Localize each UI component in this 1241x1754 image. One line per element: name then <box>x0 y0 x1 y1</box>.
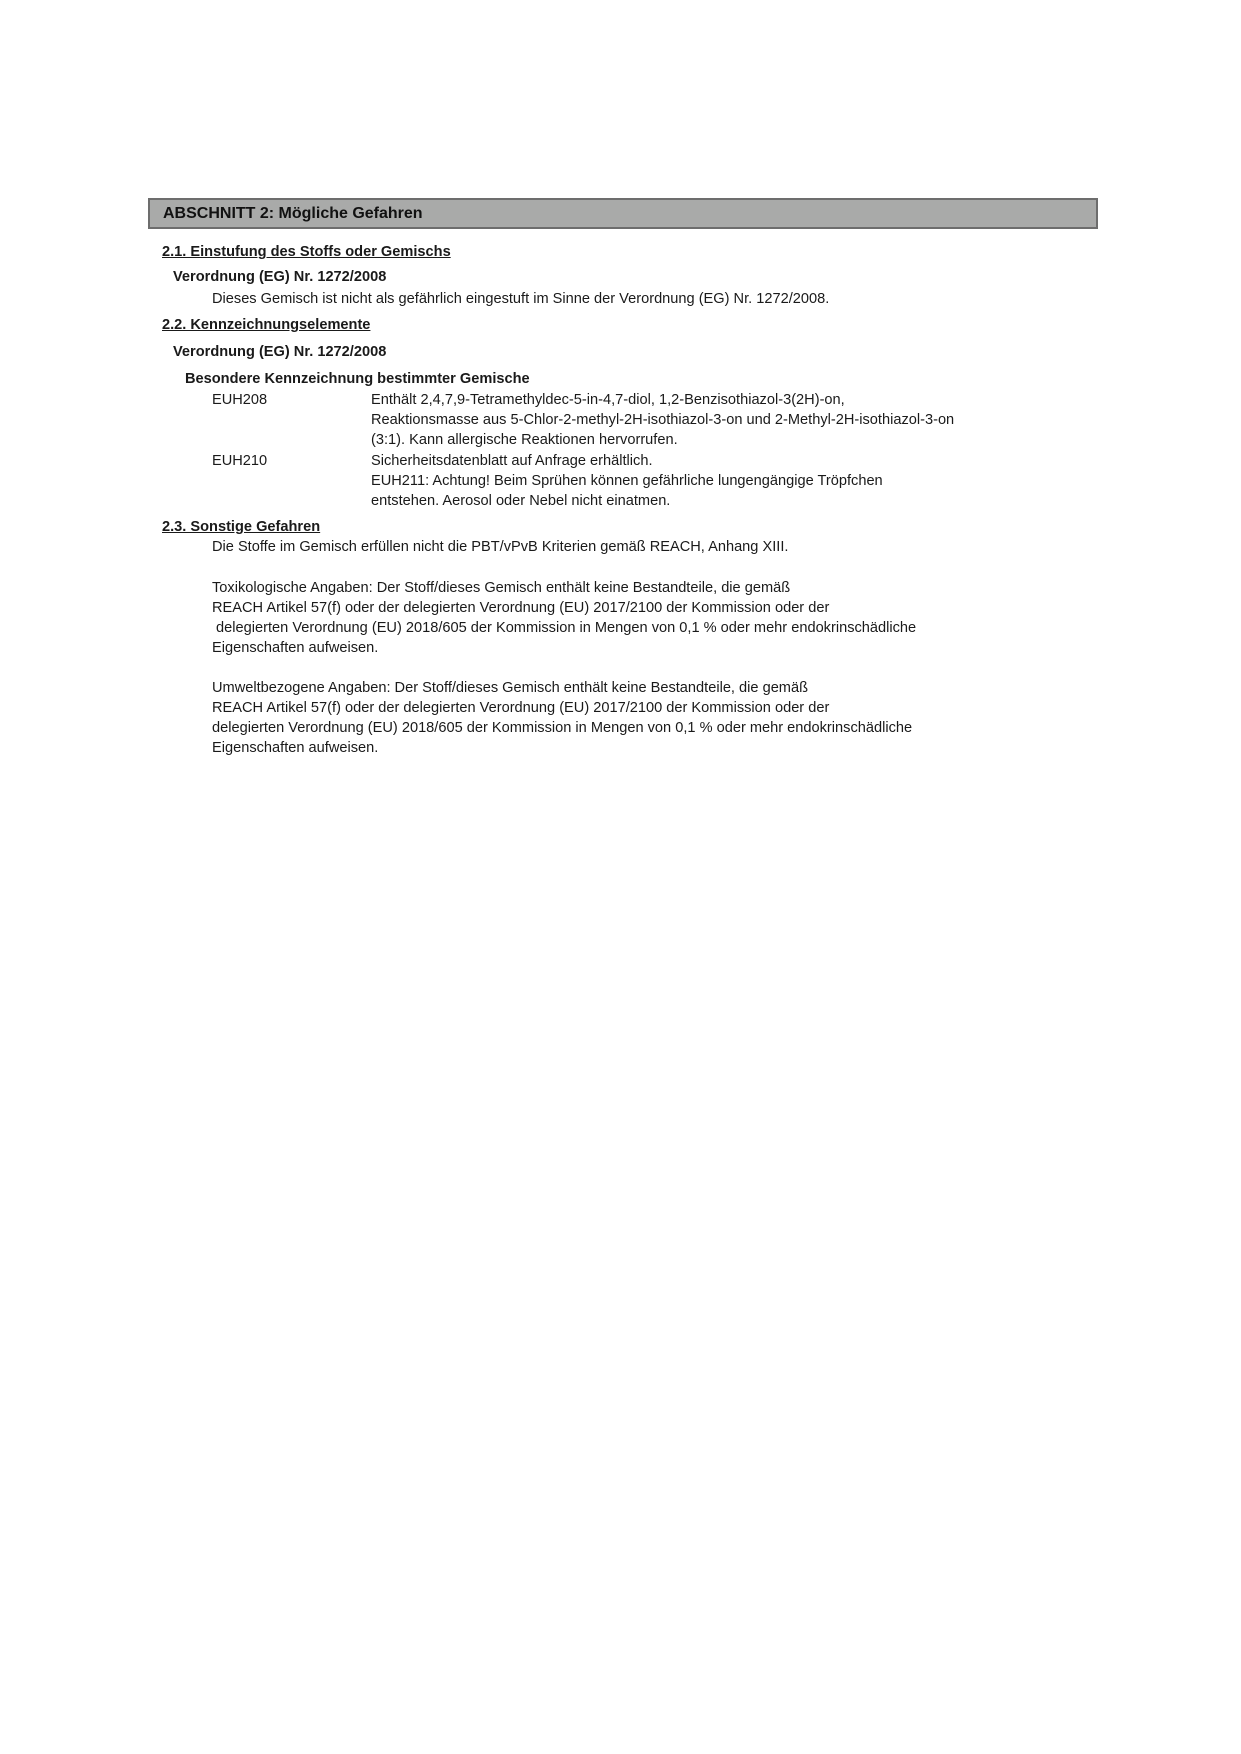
euh-text-line: Reaktionsmasse aus 5-Chlor-2-methyl-2H-isothiazol-3-on und 2-Methyl-2H-isothiazol-3-on <box>371 412 955 428</box>
euh-code: EUH208 <box>212 392 268 408</box>
section-title: ABSCHNITT 2: Mögliche Gefahren <box>163 205 423 222</box>
env-line: Eigenschaften aufweisen. <box>212 740 379 756</box>
heading-2-1: 2.1. Einstufung des Stoffs oder Gemischs <box>162 244 451 260</box>
euh-text-line: EUH211: Achtung! Beim Sprühen können gefährliche lungengängige Tröpfchen <box>371 473 883 489</box>
euh-text-line: (3:1). Kann allergische Reaktionen hervorrufen. <box>371 432 678 448</box>
tox-line: delegierten Verordnung (EU) 2018/605 der Kommission in Mengen von 0,1 % oder mehr endokrinschädliche <box>212 620 917 636</box>
special-labelling-heading: Besondere Kennzeichnung bestimmter Gemische <box>185 371 530 387</box>
euh-code: EUH210 <box>212 453 268 469</box>
euh-text-line: entstehen. Aerosol oder Nebel nicht einatmen. <box>371 493 671 509</box>
section-header <box>148 198 1098 229</box>
env-line: REACH Artikel 57(f) oder der delegierten Verordnung (EU) 2017/2100 der Kommission oder der <box>212 700 830 716</box>
env-line: delegierten Verordnung (EU) 2018/605 der Kommission in Mengen von 0,1 % oder mehr endokrinschädliche <box>212 720 913 736</box>
tox-line: Toxikologische Angaben: Der Stoff/dieses Gemisch enthält keine Bestandteile, die gemäß <box>212 580 791 596</box>
euh-text-line: Enthält 2,4,7,9-Tetramethyldec-5-in-4,7-diol, 1,2-Benzisothiazol-3(2H)-on, <box>371 392 845 408</box>
regulation-2-1: Verordnung (EG) Nr. 1272/2008 <box>173 269 387 285</box>
classification-text: Dieses Gemisch ist nicht als gefährlich eingestuft im Sinne der Verordnung (EG) Nr. 1272/2008. <box>212 291 830 307</box>
regulation-2-2: Verordnung (EG) Nr. 1272/2008 <box>173 344 387 360</box>
env-line: Umweltbezogene Angaben: Der Stoff/dieses Gemisch enthält keine Bestandteile, die gemäß <box>212 680 808 696</box>
tox-line: Eigenschaften aufweisen. <box>212 640 379 656</box>
tox-line: REACH Artikel 57(f) oder der delegierten Verordnung (EU) 2017/2100 der Kommission oder der <box>212 600 830 616</box>
heading-2-3: 2.3. Sonstige Gefahren <box>162 519 321 535</box>
pbt-text: Die Stoffe im Gemisch erfüllen nicht die PBT/vPvB Kriterien gemäß REACH, Anhang XIII. <box>212 539 789 555</box>
euh-text-line: Sicherheitsdatenblatt auf Anfrage erhältlich. <box>371 453 653 469</box>
heading-2-2: 2.2. Kennzeichnungselemente <box>162 317 371 333</box>
